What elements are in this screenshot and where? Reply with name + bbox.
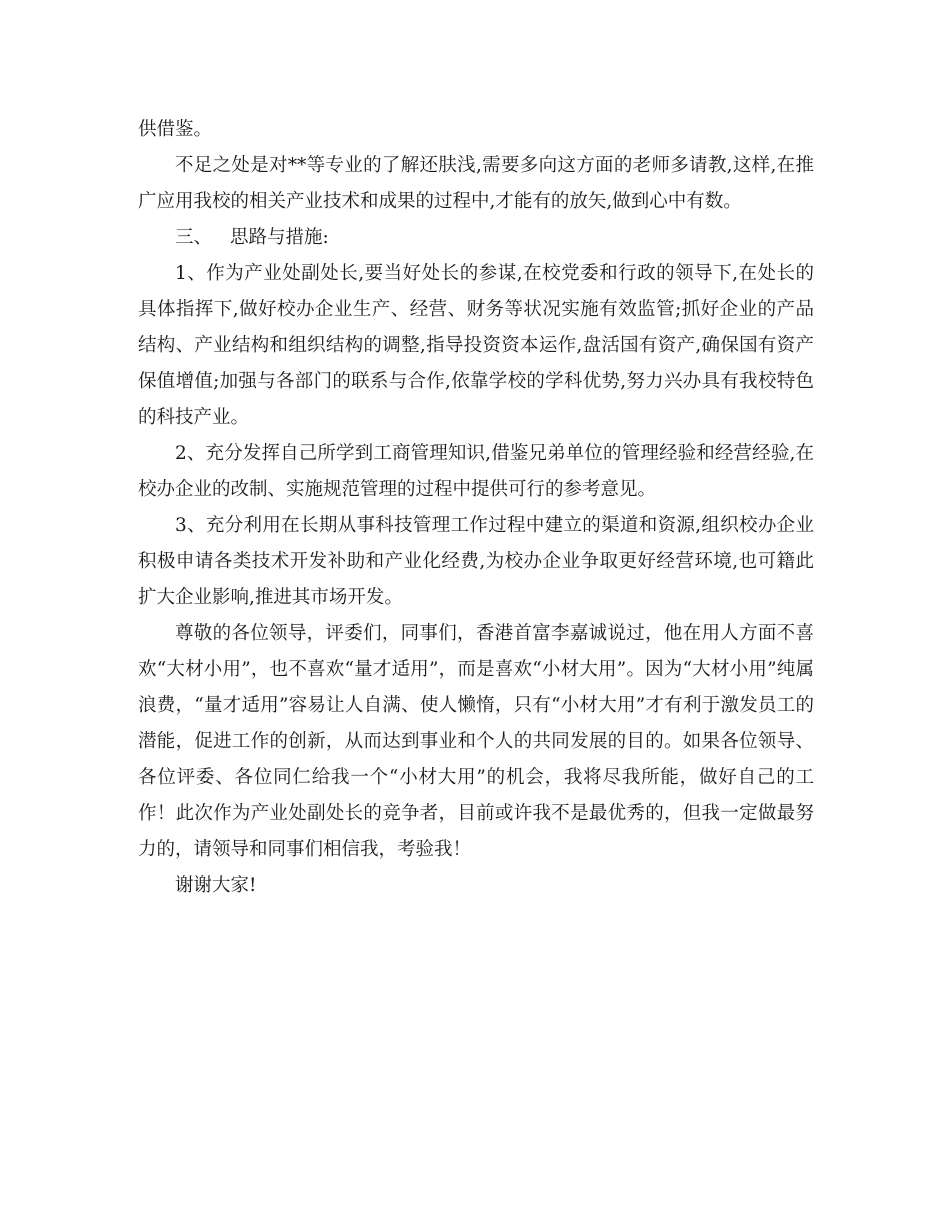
section-number: 三、 (175, 227, 213, 248)
paragraph-shortcomings: 不足之处是对**等专业的了解还肤浅,需要多向这方面的老师多请教,这样,在推广应用我校的相关产业技术和成果的过程中,才能有的放矢,做到心中有数。 (138, 155, 814, 212)
paragraph-closing-speech: 尊敬的各位领导，评委们，同事们，香港首富李嘉诚说过，他在用人方面不喜欢“大材小用”，也不喜欢“量才适用”，而是喜欢“小材大用”。因为“大材小用”纯属浪费，“量才适用”容易让人自满、使人懒惰，只有“小材大用”才有利于激发员工的潜能，促进工作的创新，从而达到事业和个人的共同发展的目的。如果各位领导、各位评委、各位同仁给我一个“小材大用”的机会，我将尽我所能，做好自己的工作！此次作为产业处副处长的竞争者，目前或许我不是最优秀的，但我一定做最努力的，请领导和同事们相信我，考验我！ (138, 623, 814, 860)
paragraph-continuation: 供借鉴。 (138, 119, 213, 140)
paragraph-measure-2: 2、充分发挥自己所学到工商管理知识,借鉴兄弟单位的管理经验和经营经验,在校办企业的改制、实施规范管理的过程中提供可行的参考意见。 (138, 443, 814, 500)
document-body (138, 112, 814, 904)
section-heading (138, 220, 814, 256)
paragraph-measure-1: 1、作为产业处副处长,要当好处长的参谋,在校党委和行政的领导下,在处长的具体指挥下,做好校办企业生产、经营、财务等状况实施有效监管;抓好企业的产品结构、产业结构和组织结构的调整,指导投资资本运作,盘活国有资产,确保国有资产保值增值;加强与各部门的联系与合作,依靠学校的学科优势,努力兴办具有我校特色的科技产业。 (138, 263, 814, 428)
paragraph-measure-3: 3、充分利用在长期从事科技管理工作过程中建立的渠道和资源,组织校办企业积极申请各类技术开发补助和产业化经费,为校办企业争取更好经营环境,也可籍此扩大企业影响,推进其市场开发。 (138, 515, 814, 608)
section-title: 思路与措施: (230, 227, 329, 248)
paragraph-thanks: 谢谢大家! (175, 875, 257, 896)
